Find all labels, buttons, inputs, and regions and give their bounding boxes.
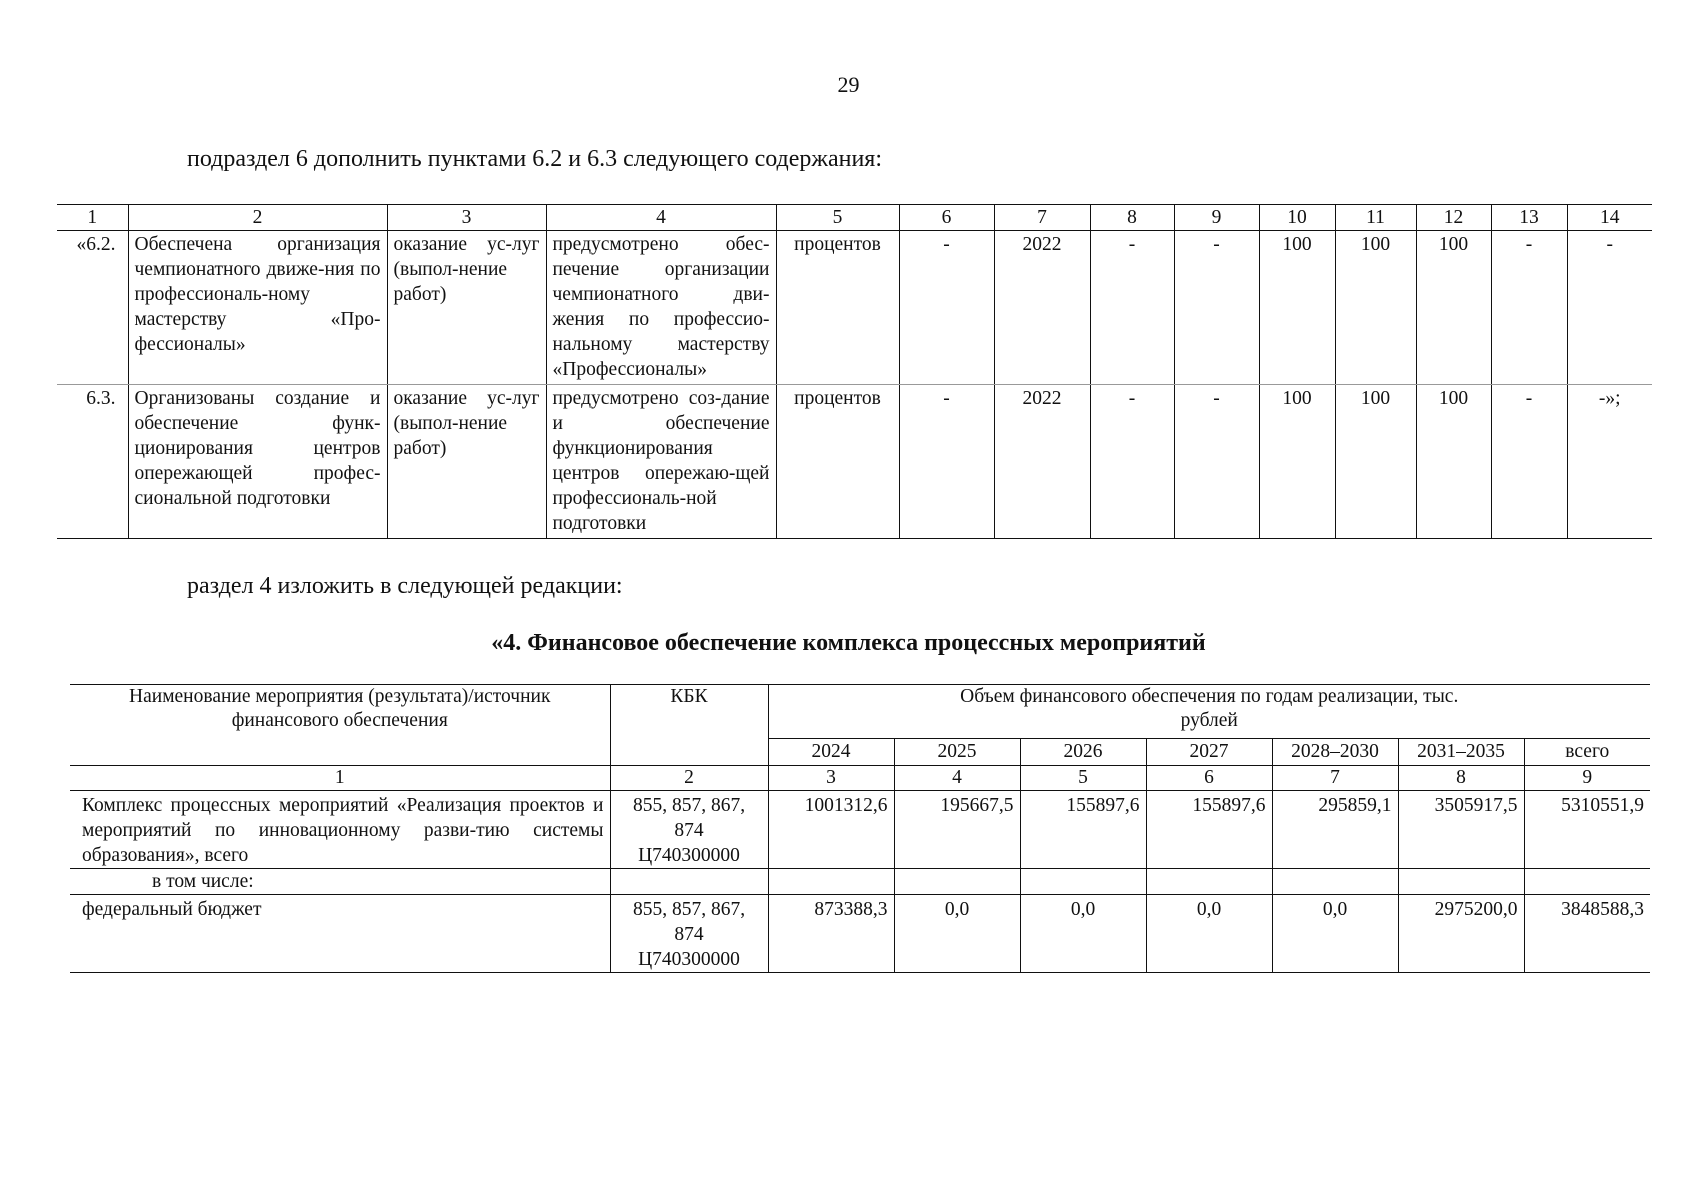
column-number: 2 [610,766,768,791]
intro-paragraph-section: раздел 4 изложить в следующей редакции: [187,573,623,599]
cell: -»; [1567,385,1652,539]
value-cell [1524,869,1650,895]
value-cell: 1001312,6 [768,791,894,869]
column-number: 2 [128,205,387,231]
activity-name: Комплекс процессных мероприятий «Реализация проектов и мероприятий по инновационному разви-тию системы образования», всего [70,791,610,869]
value-cell [1146,869,1272,895]
cell: - [1491,231,1567,385]
column-number: 13 [1491,205,1567,231]
value-cell: 0,0 [894,895,1020,973]
year-header: 2027 [1146,738,1272,765]
value-cell: 3505917,5 [1398,791,1524,869]
value-cell: 873388,3 [768,895,894,973]
result-name: Организованы создание и обеспечение функ-ционирования центров опережающей профес-сиональной подготовки [128,385,387,539]
result-type: оказание ус-луг (выпол-нение работ) [387,231,546,385]
value-cell: 295859,1 [1272,791,1398,869]
cell: 100 [1259,231,1335,385]
kbk-code: 855, 857, 867, 874 Ц740300000 [610,791,768,869]
cell: - [1174,385,1259,539]
value-cell [768,869,894,895]
results-table [57,204,1652,539]
value-cell: 3848588,3 [1524,895,1650,973]
column-number: 6 [899,205,994,231]
column-number: 9 [1174,205,1259,231]
cell: - [1174,231,1259,385]
activity-name: в том числе: [70,869,610,895]
financing-table [70,684,1650,973]
column-number: 14 [1567,205,1652,231]
value-cell: 0,0 [1146,895,1272,973]
value-cell [1020,869,1146,895]
unit: процентов [776,231,899,385]
value-cell [894,869,1020,895]
table-row [70,869,1650,895]
column-number: 7 [994,205,1090,231]
result-description: предусмотрено обес-печение организации чемпионатного дви-жения по профессио-нальному мастерству «Профессионалы» [546,231,776,385]
column-number: 10 [1259,205,1335,231]
year-header: 2026 [1020,738,1146,765]
intro-paragraph-subsection: подраздел 6 дополнить пунктами 6.2 и 6.3 следующего содержания: [187,146,883,172]
column-numbers-row [70,766,1650,791]
column-number: 1 [70,766,610,791]
column-number: 8 [1398,766,1524,791]
base-year: 2022 [994,231,1090,385]
header-volume: Объем финансового обеспечения по годам реализации, тыс. рублей [768,685,1650,739]
year-header: 2028–2030 [1272,738,1398,765]
column-number: 5 [776,205,899,231]
header-name: Наименование мероприятия (результата)/источник финансового обеспечения [70,685,610,766]
value-cell: 195667,5 [894,791,1020,869]
cell: 100 [1335,385,1416,539]
column-number: 4 [894,766,1020,791]
cell: 100 [1335,231,1416,385]
table-header-row [70,685,1650,739]
value-cell [1398,869,1524,895]
value-cell: 0,0 [1272,895,1398,973]
result-description: предусмотрено соз-дание и обеспечение функционирования центров опережаю-щей профессиональ-ной подготовки [546,385,776,539]
column-number: 4 [546,205,776,231]
year-header: 2031–2035 [1398,738,1524,765]
cell: - [899,231,994,385]
row-number: 6.3. [57,385,128,539]
kbk-code [610,869,768,895]
value-cell: 155897,6 [1020,791,1146,869]
value-cell [1272,869,1398,895]
unit: процентов [776,385,899,539]
column-number: 7 [1272,766,1398,791]
cell: 100 [1416,231,1491,385]
table-row [57,385,1652,539]
row-number: «6.2. [57,231,128,385]
column-number: 3 [387,205,546,231]
cell: - [1491,385,1567,539]
cell: - [899,385,994,539]
value-cell: 5310551,9 [1524,791,1650,869]
year-header: 2024 [768,738,894,765]
table-header-row [57,205,1652,231]
page-number: 29 [837,72,860,97]
cell: - [1090,231,1174,385]
result-name: Обеспечена организация чемпионатного движе-ния по профессиональ-ному мастерству «Про-фессионалы» [128,231,387,385]
section-heading: «4. Финансовое обеспечение комплекса процессных мероприятий [491,630,1206,656]
value-cell: 155897,6 [1146,791,1272,869]
cell: 100 [1259,385,1335,539]
column-number: 5 [1020,766,1146,791]
base-year: 2022 [994,385,1090,539]
year-header: всего [1524,738,1650,765]
column-number: 9 [1524,766,1650,791]
column-number: 11 [1335,205,1416,231]
year-header: 2025 [894,738,1020,765]
column-number: 12 [1416,205,1491,231]
table-row [70,791,1650,869]
result-type: оказание ус-луг (выпол-нение работ) [387,385,546,539]
cell: - [1567,231,1652,385]
column-number: 3 [768,766,894,791]
table-row [57,231,1652,385]
cell: - [1090,385,1174,539]
activity-name: федеральный бюджет [70,895,610,973]
cell: 100 [1416,385,1491,539]
kbk-code: 855, 857, 867, 874 Ц740300000 [610,895,768,973]
value-cell: 0,0 [1020,895,1146,973]
table-row [70,895,1650,973]
column-number: 6 [1146,766,1272,791]
value-cell: 2975200,0 [1398,895,1524,973]
header-kbk: КБК [610,685,768,766]
column-number: 1 [57,205,128,231]
column-number: 8 [1090,205,1174,231]
